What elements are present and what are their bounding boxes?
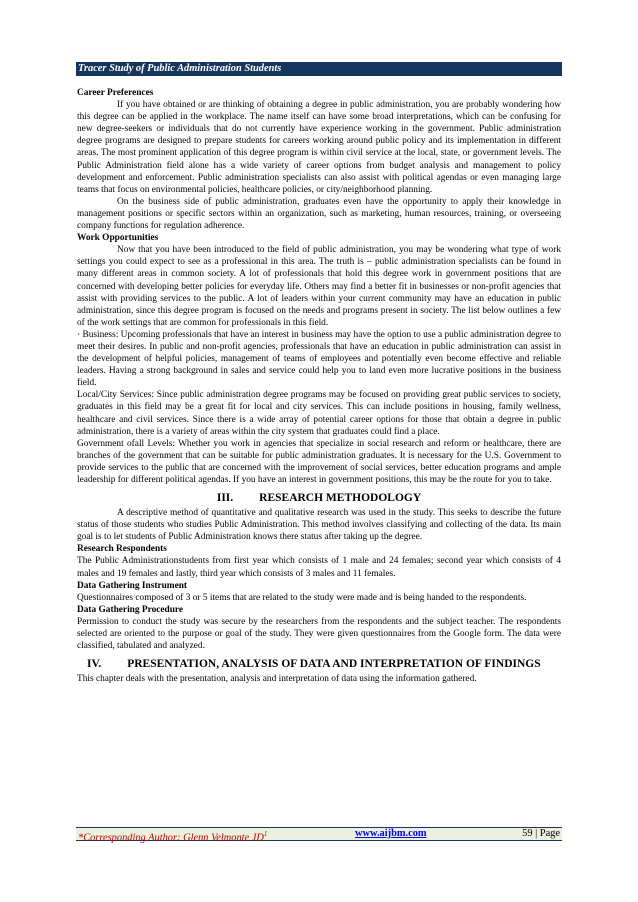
paragraph-work-business: · Business: Upcoming professionals that have an interest in business may have the option to use a public administration degree to meet their desires. In public and non-profit agencies, professionals that have an education in public administration can assist in the development of helpful policies, management of teams of employees and potentially even become effective and reliable leaders. Having a strong background in sales and service could help you to land even more lucrative positions in the business field. xyxy=(77,329,561,389)
heading-instrument: Data Gathering Instrument xyxy=(77,580,188,591)
paragraph-work-local: Local/City Services: Since public administration degree programs may be focused on providing great public services to society, graduates in this field may be a great fit for local and city services. This can include positions in housing, family wellness, healthcare and civil services. Since there is a wide array of potential career options for those that obtain a degree in public administration, there is a variety of areas within the city system that graduates could find a place. xyxy=(77,390,561,437)
journal-link[interactable]: www.aijbm.com xyxy=(355,828,427,839)
author-name: : Glenn Velmonte JD xyxy=(177,832,264,844)
paragraph-career-2: On the business side of public administration, graduates even have the opportunity to apply their knowledge in management positions or specific sectors within an organization, such as marketing, human resources, training, or overseeing company functions for regulation adherence. xyxy=(77,196,561,232)
paragraph-work-government: Government ofall Levels: Whether you work in agencies that specialize in social research and reform or healthcare, there are branches of the government that can be suitable for public administration graduates. It is necessary for the U.S. Government to provide services to the public that are concerned with the improvement of social services, better education programs and ample leadership for different political agendas. If you have an interest in government positions, this may be the route for you to take. xyxy=(77,438,561,485)
author-prefix: *Corresponding Author xyxy=(78,832,178,844)
paragraph-methodology-intro: A descriptive method of quantitative and qualitative research was used in the study. This seeks to describe the future status of those students who studies Public Administration. This method involves classifying and collecting of the data. Its main goal is to let students of Public Administration knows there status after taking up the degree. xyxy=(77,508,561,543)
running-footer xyxy=(76,827,562,844)
paragraph-career-1: If you have obtained or are thinking of obtaining a degree in public administration, you are probably wondering how this degree can be applied in the workplace. The name itself can have some broad interpretations, which can be confusing for new degree-seekers or individuals that do not currently have experience working in the government. Public administration degree programs are designed to prepare students for careers working around public policy and its implementation in different areas. The most prominent application of this degree program is within civil service at the local, state, or government levels. The Public Administration field alone has a wide variety of career options from budget analysis and management to policy development and enforcement. Public administration specialists can also assist with political agendas or even managing large teams that focus on environmental policies, healthcare policies, or city/neighborhood planning. xyxy=(77,100,561,195)
section-number: III. xyxy=(216,492,234,505)
section-title: RESEARCH METHODOLOGY xyxy=(259,492,422,505)
paragraph-instrument: Questionnaires composed of 3 or 5 items that are related to the study were made and is being handed to the respondents. xyxy=(77,592,527,603)
section-heading-presentation xyxy=(77,657,561,671)
section-heading-methodology xyxy=(77,491,561,505)
heading-career-preferences: Career Preferences xyxy=(77,88,154,98)
paragraph-respondents: The Public Administrationstudents from first year which consists of 1 male and 24 females; second year which consists of 4 males and 19 females and lastly, third year which consists of 3 males and 11 females. xyxy=(77,556,561,579)
heading-research-respondents: Research Respondents xyxy=(77,544,167,555)
section-title: PRESENTATION, ANALYSIS OF DATA AND INTERPRETATION OF FINDINGS xyxy=(127,658,541,671)
author-superscript: 1 xyxy=(263,830,268,838)
page-number: 59 | Page xyxy=(522,828,560,839)
page-body xyxy=(77,87,561,685)
running-header-title: Tracer Study of Public Administration Students xyxy=(78,63,282,74)
paragraph-work-1: Now that you have been introduced to the field of public administration, you may be wondering what type of work settings you could expect to see as a professional in this area. The truth is – public administration specialists can be found in many different areas in common society. A lot of professionals that hold this degree work in government positions that are concerned with developing better policies for everyday life. Others may find a better fit in businesses or non-profit agencies that assist with providing services to the public. A lot of leaders within your current community may have an education in public administration, since this degree program is focused on the needs and programs present in society. The list below outlines a few of the work settings that are common for professionals in this field. xyxy=(77,245,561,328)
running-header xyxy=(76,62,562,76)
heading-work-opportunities: Work Opportunities xyxy=(77,233,159,244)
paragraph-procedure: Permission to conduct the study was secure by the researchers from the respondents and the subject teacher. The respondents selected are oriented to the purpose or goal of the study. They were given questionnaires from the Google form. The data were classified, tabulated and analyzed. xyxy=(77,616,561,652)
section-number: IV. xyxy=(87,658,102,671)
corresponding-author xyxy=(78,828,267,844)
paragraph-presentation-intro: This chapter deals with the presentation, analysis and interpretation of data using the information gathered. xyxy=(77,674,477,685)
heading-procedure: Data Gathering Procedure xyxy=(77,604,184,615)
